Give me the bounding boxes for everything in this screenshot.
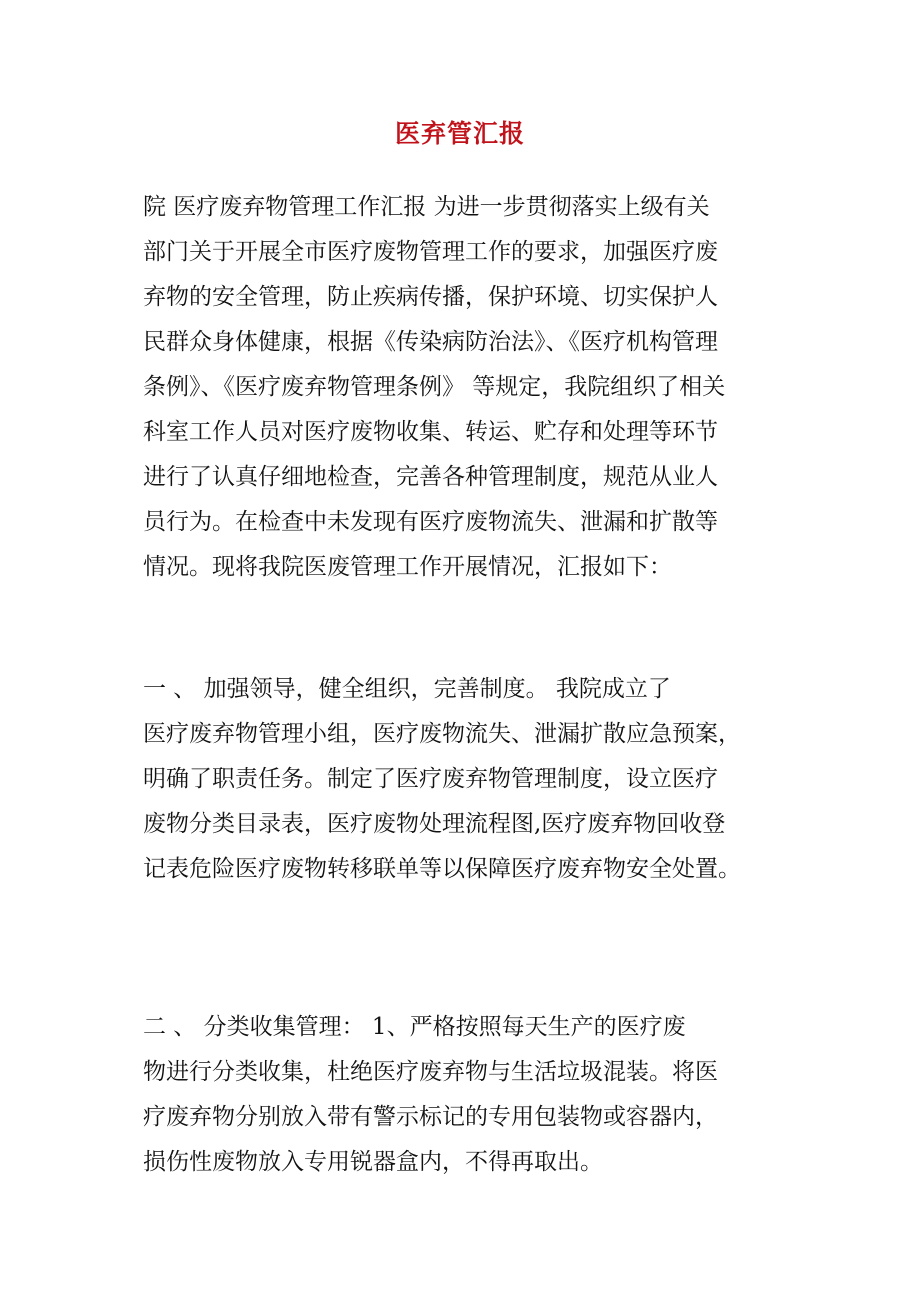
text-line: 部门关于开展全市医疗废物管理工作的要求，加强医疗废 — [143, 239, 718, 265]
text-line: 情况。现将我院医废管理工作开展情况，汇报如下： — [143, 554, 672, 580]
paragraph-section-two — [143, 1005, 783, 1185]
text-line: 条例》、《医疗废弃物管理条例》 等规定，我院组织了相关 — [143, 374, 726, 400]
paragraph-section-one — [143, 667, 783, 892]
text-line: 员行为。在检查中未发现有医疗废物流失、泄漏和扩散等 — [143, 509, 718, 535]
text-line: 弃物的安全管理，防止疾病传播，保护环境、切实保护人 — [143, 284, 718, 310]
document-title: 医弃管汇报 — [394, 119, 525, 148]
text-line: 院 医疗废弃物管理工作汇报 为进一步贯彻落实上级有关 — [143, 194, 710, 220]
text-line: 民群众身体健康，根据《传染病防治法》、《医疗机构管理 — [143, 329, 718, 355]
text-line: 一 、 加强领导，健全组织，完善制度。 我院成立了 — [143, 676, 671, 702]
text-line: 明确了职责任务。制定了医疗废弃物管理制度，设立医疗 — [143, 766, 718, 792]
text-line: 废物分类目录表，医疗废物处理流程图,医疗废弃物回收登 — [143, 811, 726, 837]
text-line: 损伤性废物放入专用锐器盒内，不得再取出。 — [143, 1149, 603, 1175]
text-line: 二 、 分类收集管理： 1、严格按照每天生产的医疗废 — [143, 1014, 686, 1040]
text-line: 记表危险医疗废物转移联单等以保障医疗废弃物安全处置。 — [143, 856, 741, 882]
text-line: 医疗废弃物管理小组，医疗废物流失、泄漏扩散应急预案， — [143, 721, 741, 747]
text-line: 进行了认真仔细地检查，完善各种管理制度，规范从业人 — [143, 464, 718, 490]
paragraph-intro — [143, 185, 783, 590]
text-line: 物进行分类收集，杜绝医疗废弃物与生活垃圾混装。将医 — [143, 1059, 718, 1085]
text-line: 疗废弃物分别放入带有警示标记的专用包装物或容器内， — [143, 1104, 718, 1130]
text-line: 科室工作人员对医疗废物收集、转运、贮存和处理等环节 — [143, 419, 718, 445]
